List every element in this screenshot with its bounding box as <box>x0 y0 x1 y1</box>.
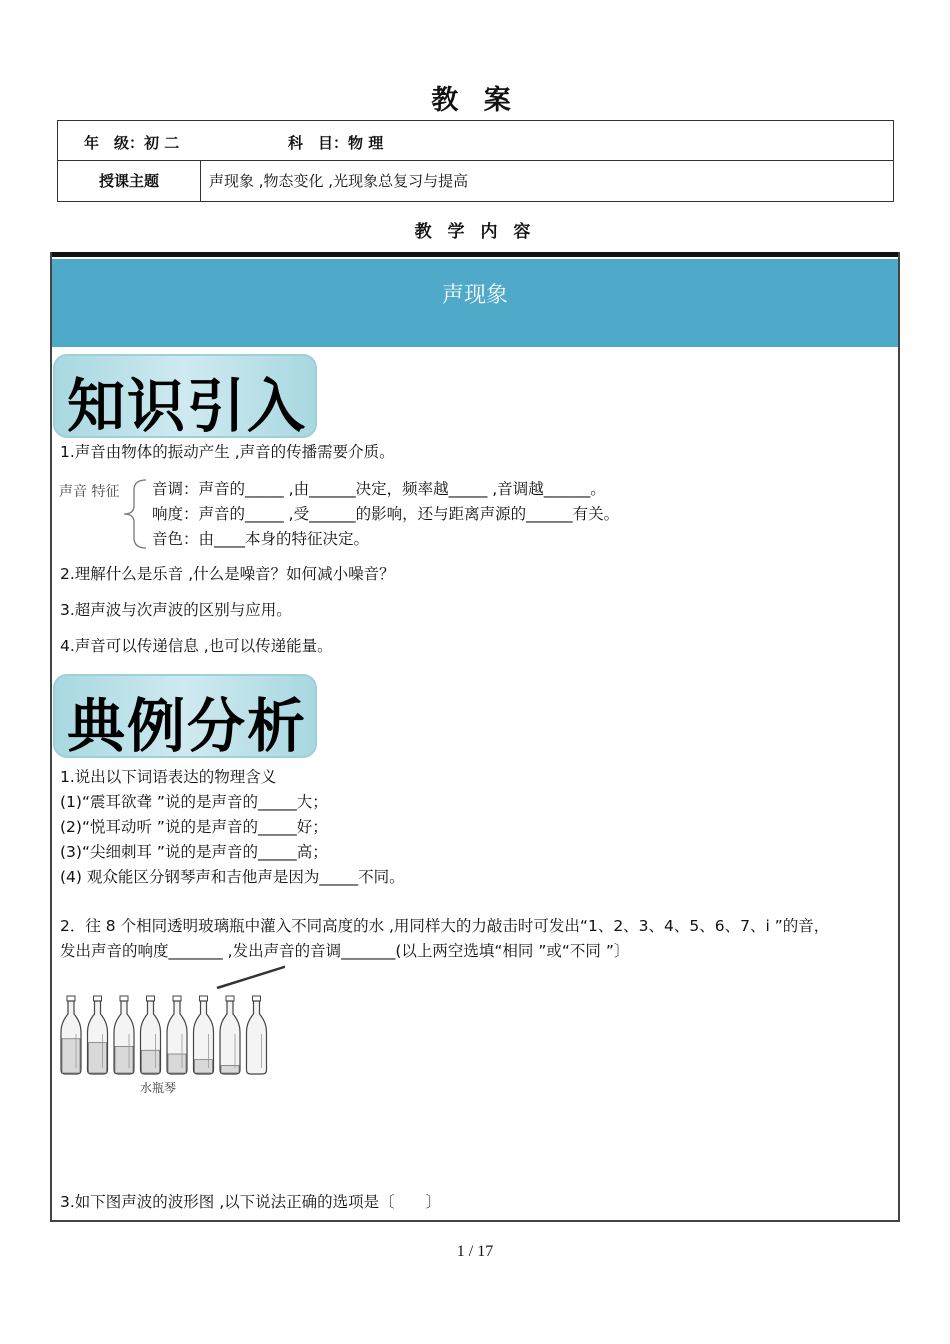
page-number: 1 / 17 <box>456 1243 494 1260</box>
water-bottles-figure <box>55 960 285 1100</box>
info-table <box>57 120 894 202</box>
striking-stick <box>217 963 285 988</box>
badge-examples-text: 典例分析 <box>66 692 307 760</box>
water-level <box>221 1065 239 1073</box>
intro-line-3: 3.超声波与次声波的区别与应用。 <box>60 601 292 619</box>
info-row-grade-subject <box>58 121 893 161</box>
example-q1a: (1)“震耳欲聋 ”说的是声音的_____大； <box>60 793 328 811</box>
water-level <box>168 1054 186 1073</box>
badge-intro-text: 知识引入 <box>66 372 307 440</box>
subject-label: 科 目：物 理 <box>288 134 384 152</box>
bottle-1 <box>61 996 81 1074</box>
feature-timbre: 音色：由____本身的特征决定。 <box>152 530 370 548</box>
water-level <box>115 1046 133 1073</box>
bottle-8 <box>247 996 267 1074</box>
feature-label: 声音 特征 <box>59 484 120 500</box>
water-level <box>89 1043 107 1073</box>
example-q3: 3.如下图声波的波形图 ,以下说法正确的选项是〔 〕 <box>60 1193 442 1211</box>
bottle-5 <box>167 996 187 1074</box>
example-q2-line1: 2．往 8 个相同透明玻璃瓶中灌入不同高度的水 ,用同样大的力敲击时可发出“1、2、3、4、5、6、7、i ”的音， <box>60 917 830 935</box>
bottle-3 <box>114 996 134 1074</box>
info-row-topic <box>58 161 893 201</box>
badge-examples <box>53 674 317 758</box>
brace-icon <box>120 478 150 550</box>
feature-loudness: 响度：声音的_____ ,受______的影响，还与距离声源的______有关。 <box>152 505 620 523</box>
section-title: 教 学 内 容 <box>414 222 536 242</box>
water-level <box>195 1060 213 1073</box>
intro-line-1: 1.声音由物体的振动产生 ,声音的传播需要介质。 <box>60 443 395 461</box>
example-q2-line2: 发出声音的响度_______ ,发出声音的音调_______(以上两空选填“相同 ”或“不同 ”〕 <box>60 942 630 960</box>
grade-label: 年 级：初 二 <box>84 134 180 152</box>
bottle-4 <box>141 996 161 1074</box>
document-title: 教 案 <box>431 85 519 116</box>
water-level <box>142 1050 160 1073</box>
bottle-7 <box>220 996 240 1074</box>
example-q1d: (4) 观众能区分钢琴声和吉他声是因为_____不同。 <box>60 868 405 886</box>
bottle-6 <box>194 996 214 1074</box>
example-q1c: (3)“尖细刺耳 ”说的是声音的_____高； <box>60 843 328 861</box>
intro-line-2: 2.理解什么是乐音 ,什么是噪音？如何减小噪音？ <box>60 565 395 583</box>
figure-caption: 水瓶琴 <box>139 1081 177 1095</box>
example-q1: 1.说出以下词语表达的物理含义 <box>60 768 277 786</box>
topic-value: 声现象 ,物态变化 ,光现象总复习与提高 <box>209 172 469 190</box>
feature-pitch: 音调：声音的_____ ,由______决定，频率越_____ ,音调越______。 <box>152 480 606 498</box>
example-q1b: (2)“悦耳动听 ”说的是声音的_____好； <box>60 818 328 836</box>
bottle-2 <box>88 996 108 1074</box>
cell-divider <box>200 161 201 201</box>
topic-label: 授课主题 <box>98 172 159 190</box>
water-level <box>62 1039 80 1073</box>
intro-line-4: 4.声音可以传递信息 ,也可以传递能量。 <box>60 637 333 655</box>
banner-title: 声现象 <box>441 283 508 308</box>
badge-intro <box>53 354 317 438</box>
